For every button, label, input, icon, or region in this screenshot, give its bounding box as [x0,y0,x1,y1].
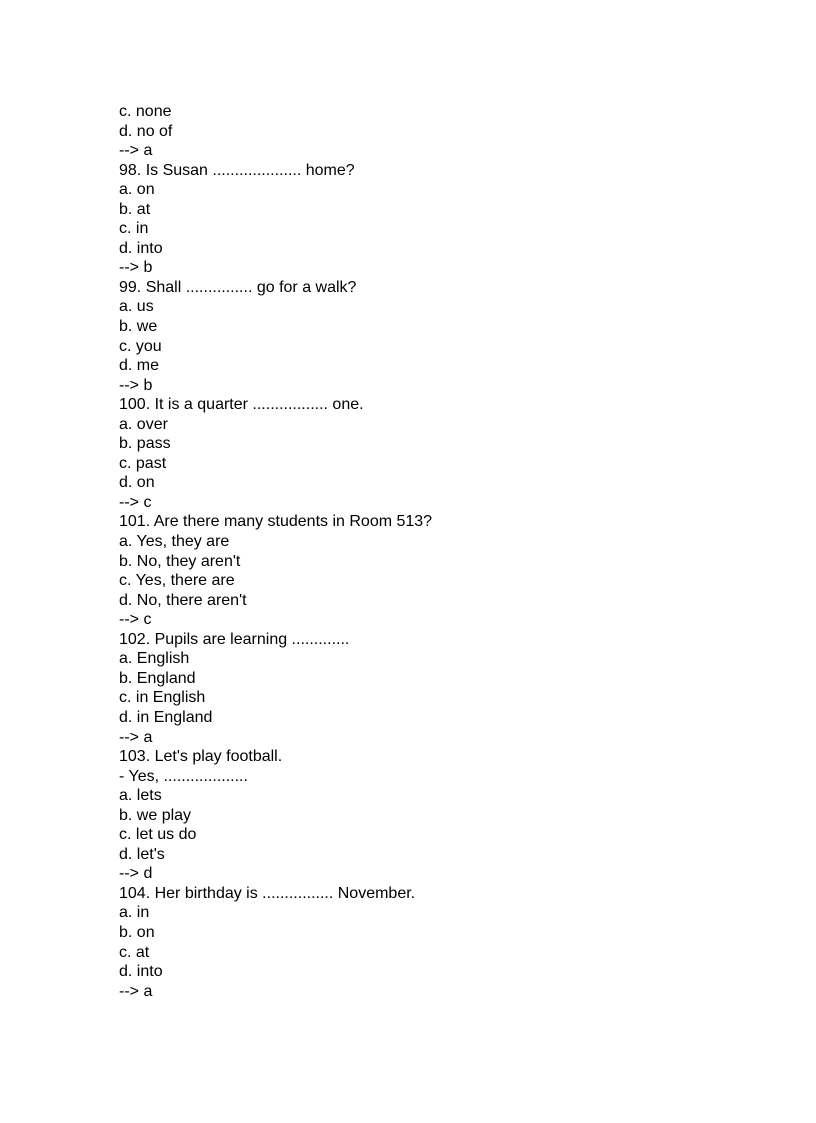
answer-option: b. pass [119,435,171,453]
answer-option: a. over [119,415,168,433]
question-103-response: - Yes, ................... [119,767,248,785]
answer-option: b. No, they aren't [119,552,241,570]
answer-option: c. Yes, there are [119,572,235,590]
answer-option: d. let's [119,845,165,863]
answer-option: c. none [119,103,172,120]
answer-option: c. in [119,220,149,238]
answer-option: b. on [119,923,155,941]
answer-key: --> b [119,376,153,394]
document-content [119,102,432,1001]
answer-key: --> a [119,728,153,746]
answer-option: d. on [119,474,155,492]
answer-key: --> d [119,865,153,883]
answer-option: d. into [119,239,163,257]
answer-option: c. in English [119,689,206,707]
answer-option: d. no of [119,122,173,140]
answer-option: b. England [119,669,196,687]
answer-key: --> c [119,611,152,629]
answer-option: d. No, there aren't [119,591,247,609]
answer-option: d. me [119,357,160,375]
question-104: 104. Her birthday is ................ November. [119,884,416,902]
question-101: 101. Are there many students in Room 513? [119,513,433,531]
question-102: 102. Pupils are learning ............. [119,630,350,648]
answer-option: a. Yes, they are [119,533,230,551]
answer-option: a. us [119,298,154,316]
answer-option: a. on [119,181,155,199]
answer-key: --> a [119,142,153,160]
answer-option: b. we [119,318,158,336]
question-103: 103. Let's play football. [119,748,283,766]
answer-key: --> a [119,982,153,1000]
answer-option: c. at [119,943,150,961]
question-100: 100. It is a quarter ................. one. [119,396,364,414]
answer-option: d. into [119,963,163,981]
answer-option: b. at [119,200,151,218]
answer-option: a. English [119,650,190,668]
answer-option: b. we play [119,806,192,824]
question-98: 98. Is Susan .................... home? [119,161,355,179]
answer-option: a. lets [119,787,162,805]
answer-option: a. in [119,904,150,922]
answer-option: c. let us do [119,826,197,844]
answer-option: d. in England [119,708,213,726]
question-99: 99. Shall ............... go for a walk? [119,278,357,296]
answer-option: c. past [119,454,167,472]
answer-key: --> c [119,493,152,511]
answer-option: c. you [119,337,162,355]
answer-key: --> b [119,259,153,277]
